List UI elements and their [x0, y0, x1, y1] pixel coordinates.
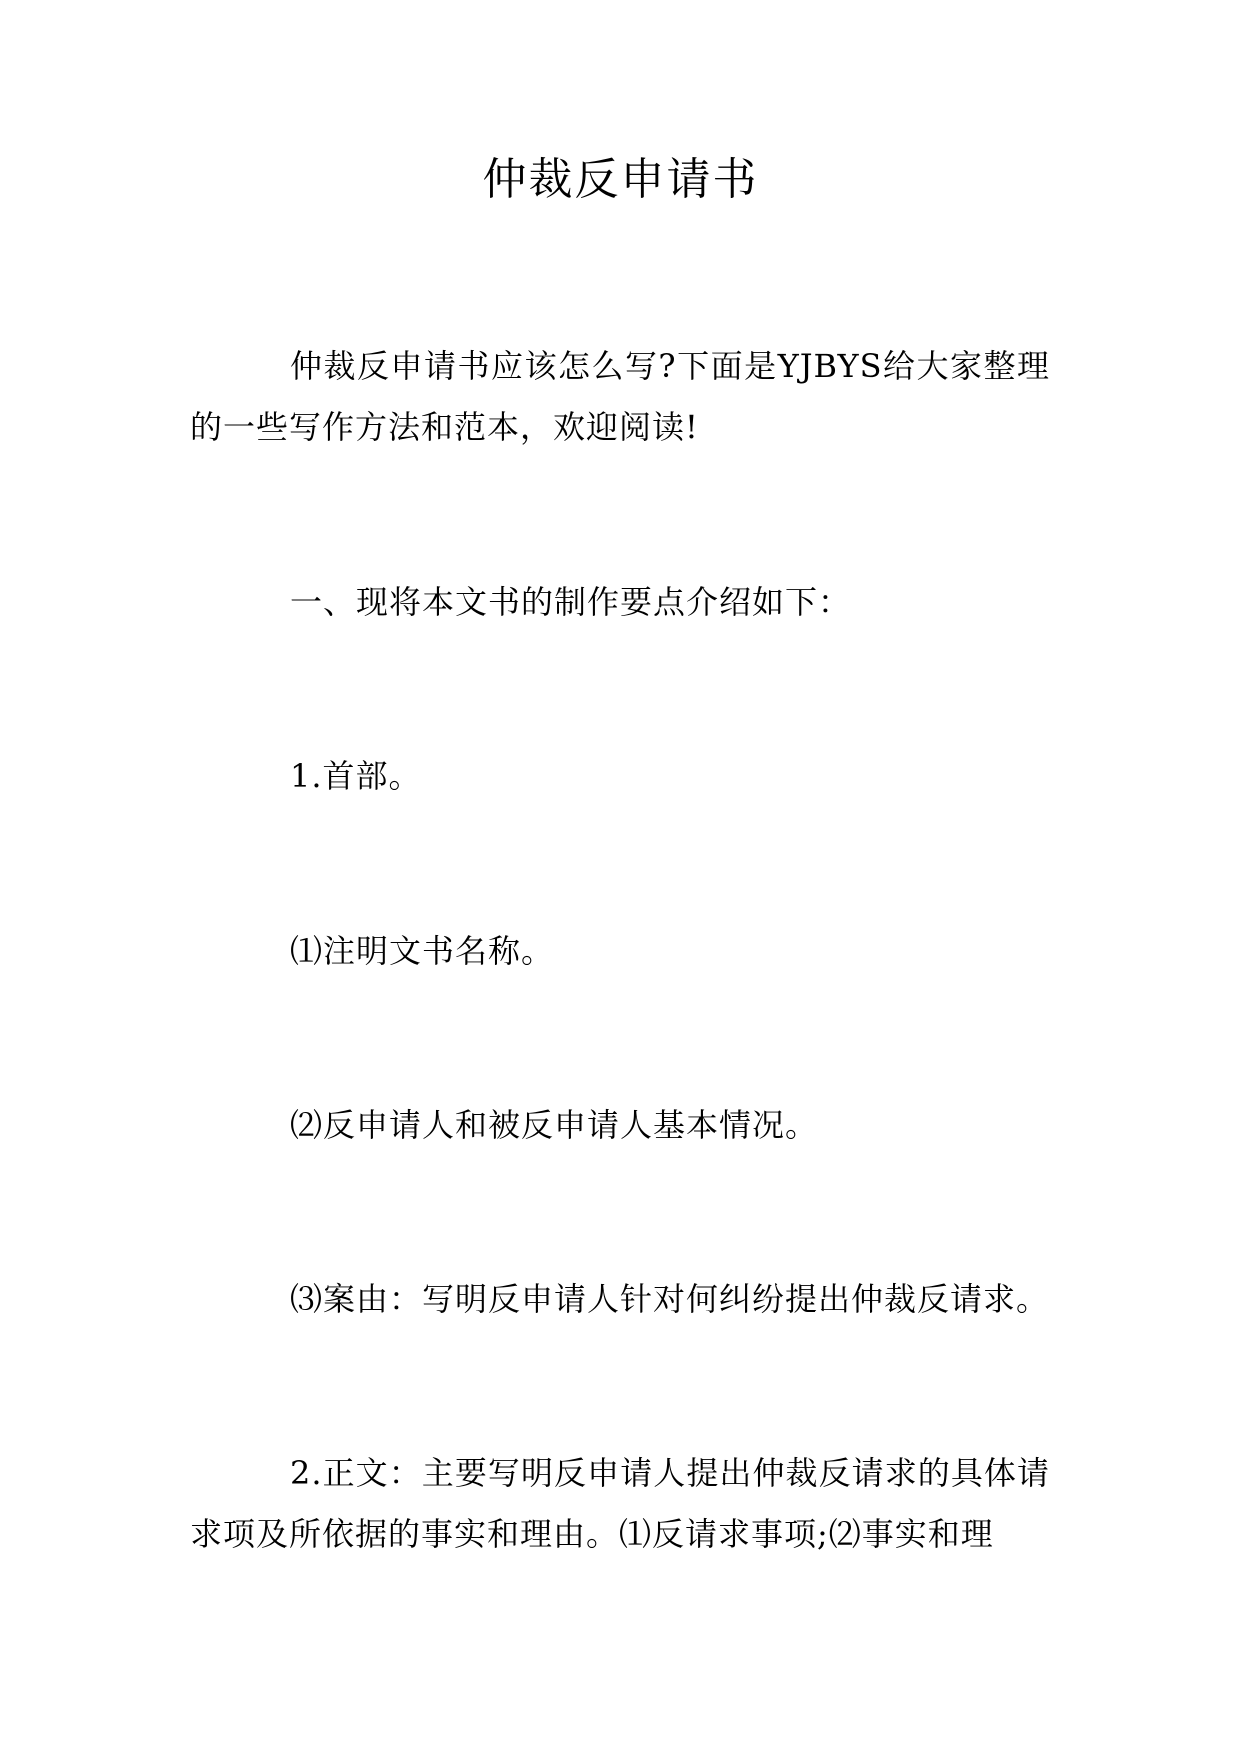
list-item-header: 1.首部。 — [290, 757, 422, 795]
section-heading: 一、现将本文书的制作要点介绍如下： — [290, 583, 852, 621]
list-item-party-info: ⑵反申请人和被反申请人基本情况。 — [290, 1106, 819, 1144]
document-title: 仲裁反申请书 — [482, 154, 759, 205]
list-item-case-cause: ⑶案由：写明反申请人针对何纠纷提出仲裁反请求。 — [290, 1280, 1050, 1318]
list-item-document-name: ⑴注明文书名称。 — [290, 932, 555, 970]
intro-paragraph: 仲裁反申请书应该怎么写?下面是YJBYS给大家整理的一些写作方法和范本，欢迎阅读! — [190, 347, 1050, 446]
body-text-paragraph: 2.正文：主要写明反申请人提出仲裁反请求的具体请求项及所依据的事实和理由。⑴反请求事项;⑵事实和理 — [190, 1454, 1050, 1553]
